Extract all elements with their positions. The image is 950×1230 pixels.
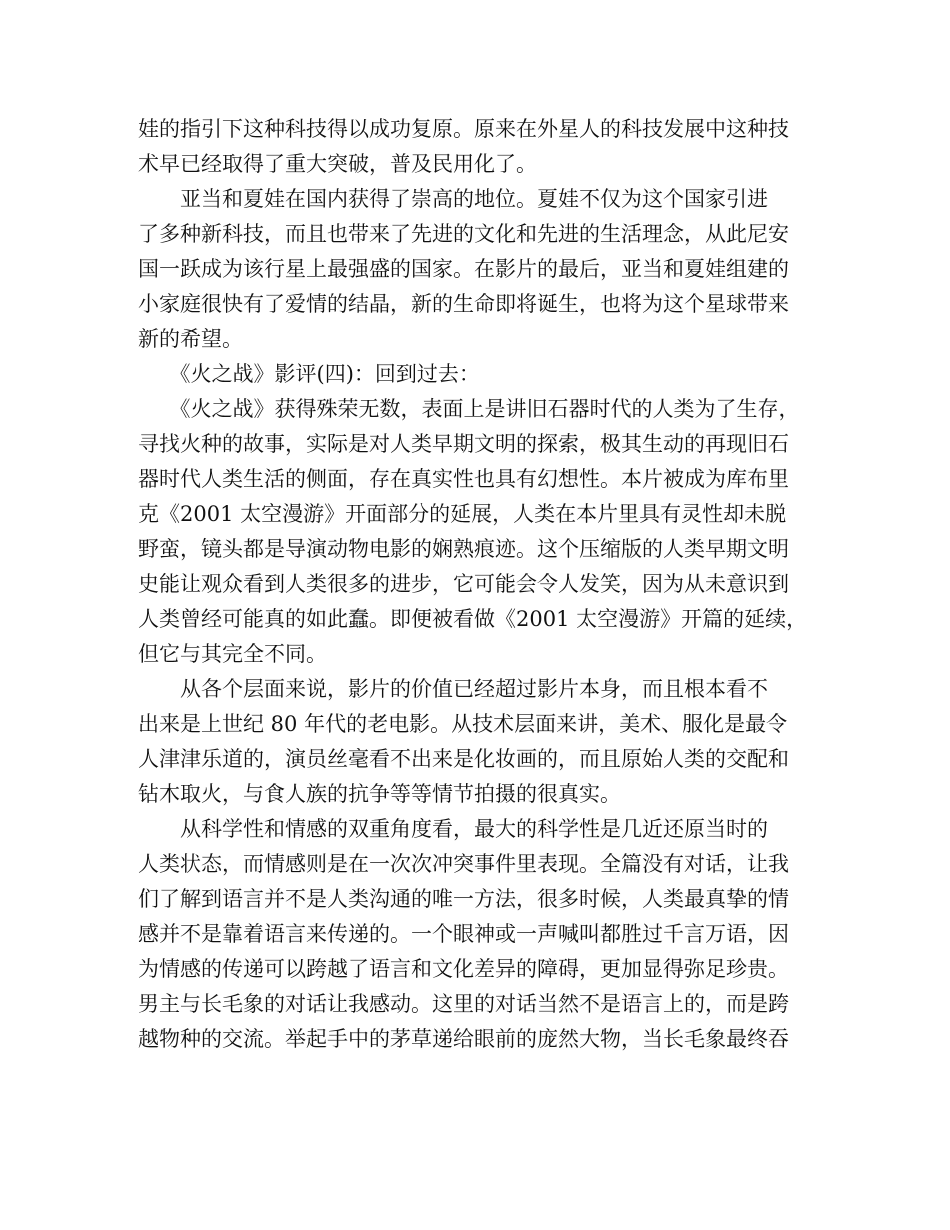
text-line: 克《2001 太空漫游》开面部分的延展，人类在本片里具有灵性却未脱 <box>138 502 787 526</box>
body-text <box>138 112 818 1057</box>
paragraph-first-line: 亚当和夏娃在国内获得了崇高的地位。夏娃不仅为这个国家引进 <box>138 187 768 211</box>
paragraph-first-line: 《火之战》获得殊荣无数，表面上是讲旧石器时代的人类为了生存， <box>138 397 800 421</box>
text-line: 为情感的传递可以跨越了语言和文化差异的障碍，更加显得弥足珍贵。 <box>138 957 789 981</box>
text-line: 人津津乐道的，演员丝毫看不出来是化妆画的，而且原始人类的交配和 <box>138 747 789 771</box>
section-heading: 《火之战》影评(四)：回到过去： <box>138 362 480 386</box>
text-line: 娃的指引下这种科技得以成功复原。原来在外星人的科技发展中这种技 <box>138 117 789 141</box>
text-line: 但它与其完全不同。 <box>138 642 327 666</box>
text-line: 术早已经取得了重大突破，普及民用化了。 <box>138 152 537 176</box>
text-line: 男主与长毛象的对话让我感动。这里的对话当然不是语言上的，而是跨 <box>138 992 789 1016</box>
text-line: 们了解到语言并不是人类沟通的唯一方法，很多时候，人类最真挚的情 <box>138 887 789 911</box>
text-line: 野蛮，镜头都是导演动物电影的娴熟痕迹。这个压缩版的人类早期文明 <box>138 537 789 561</box>
text-line: 人类状态，而情感则是在一次次冲突事件里表现。全篇没有对话，让我 <box>138 852 789 876</box>
text-line: 钻木取火，与食人族的抗争等等情节拍摄的很真实。 <box>138 782 621 806</box>
text-line: 新的希望。 <box>138 327 243 351</box>
text-line: 感并不是靠着语言来传递的。一个眼神或一声喊叫都胜过千言万语，因 <box>138 922 789 946</box>
text-line: 越物种的交流。举起手中的茅草递给眼前的庞然大物，当长毛象最终吞 <box>138 1027 789 1051</box>
paragraph-first-line: 从各个层面来说，影片的价值已经超过影片本身，而且根本看不 <box>138 677 768 701</box>
text-line: 出来是上世纪 80 年代的老电影。从技术层面来讲，美术、服化是最令 <box>138 712 788 736</box>
text-line: 小家庭很快有了爱情的结晶，新的生命即将诞生，也将为这个星球带来 <box>138 292 789 316</box>
text-line: 器时代人类生活的侧面，存在真实性也具有幻想性。本片被成为库布里 <box>138 467 789 491</box>
text-line: 国一跃成为该行星上最强盛的国家。在影片的最后，亚当和夏娃组建的 <box>138 257 789 281</box>
text-line: 寻找火种的故事，实际是对人类早期文明的探索，极其生动的再现旧石 <box>138 432 789 456</box>
text-line: 了多种新科技，而且也带来了先进的文化和先进的生活理念，从此尼安 <box>138 222 789 246</box>
paragraph-first-line: 从科学性和情感的双重角度看，最大的科学性是几近还原当时的 <box>138 817 768 841</box>
text-line: 人类曾经可能真的如此蠢。即便被看做《2001 太空漫游》开篇的延续， <box>138 607 808 631</box>
text-line: 史能让观众看到人类很多的进步，它可能会令人发笑，因为从未意识到 <box>138 572 789 596</box>
